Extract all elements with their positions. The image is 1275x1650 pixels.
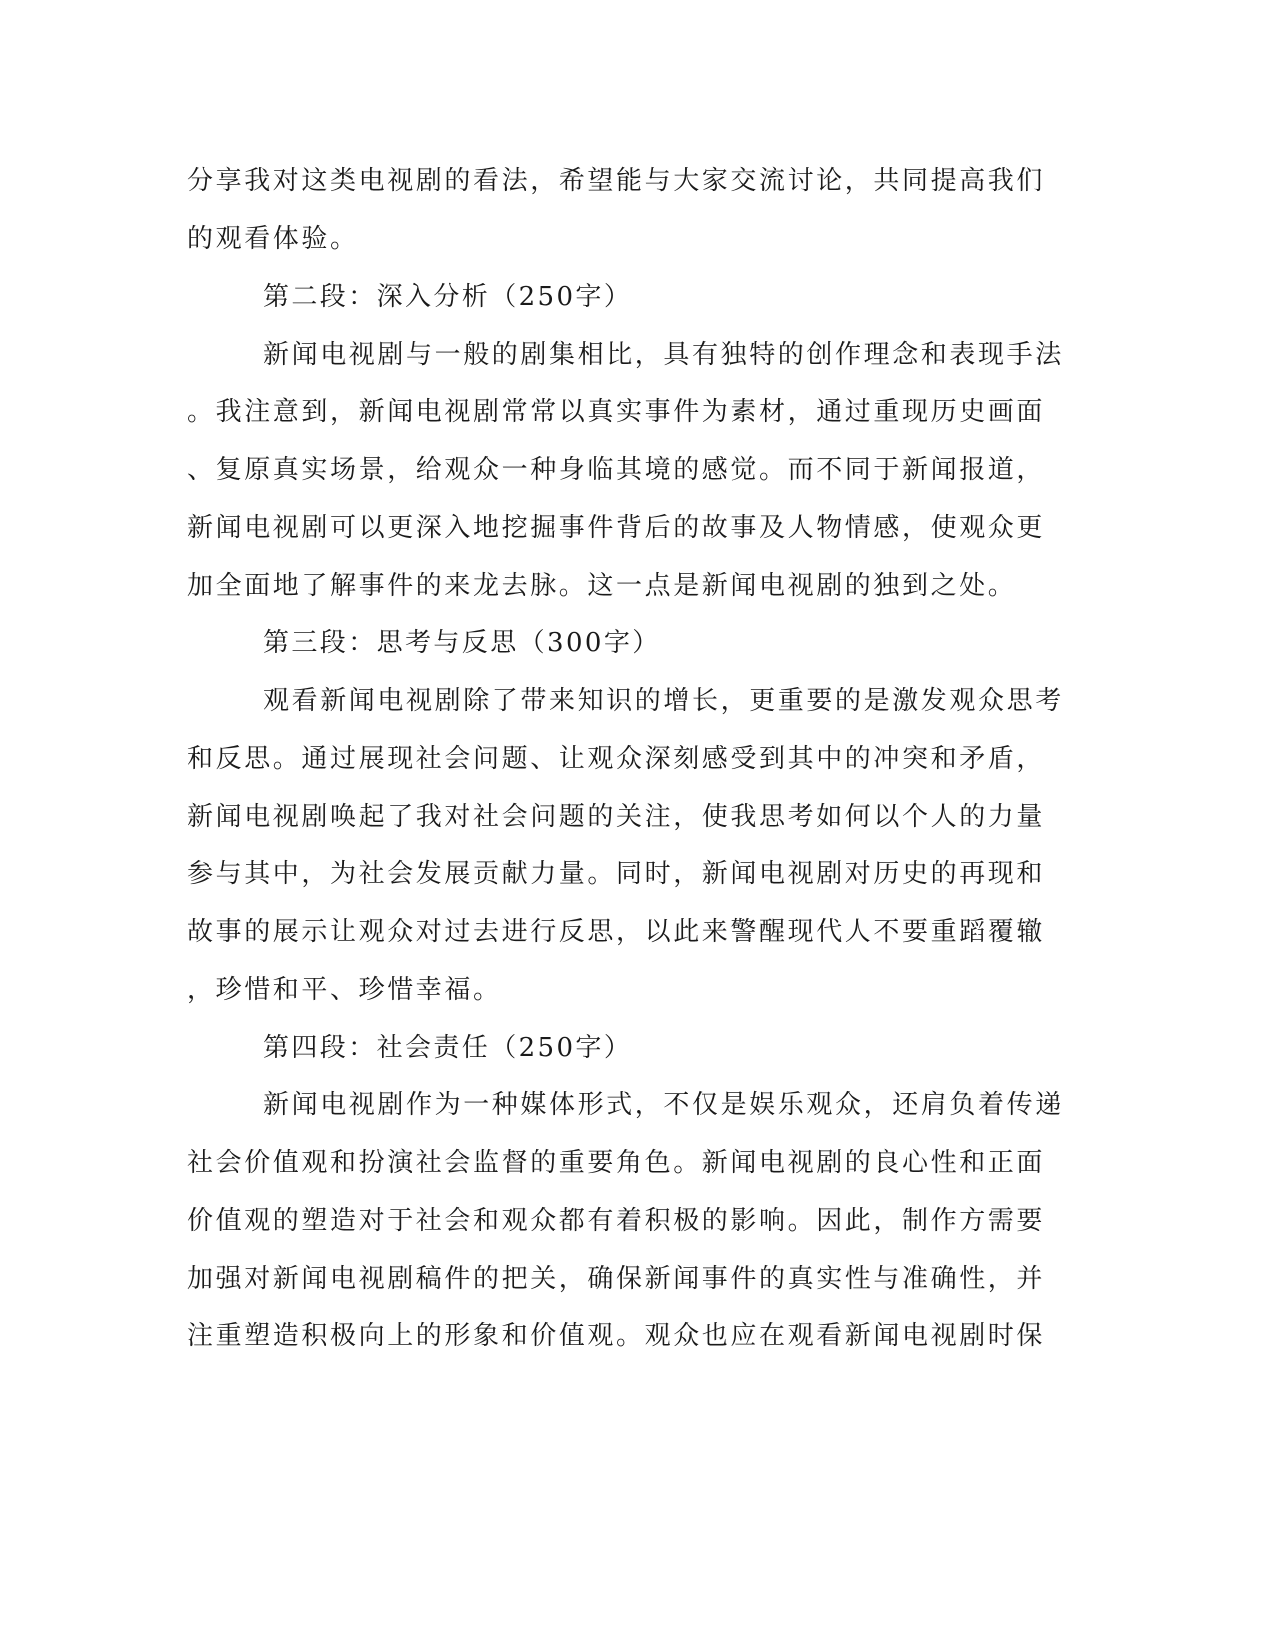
- text-line: 新闻电视剧与一般的剧集相比，具有独特的创作理念和表现手法: [263, 340, 1064, 370]
- section-heading: 第二段：深入分析（250字）: [263, 282, 633, 312]
- text-line: 故事的展示让观众对过去进行反思，以此来警醒现代人不要重蹈覆辙: [187, 917, 1046, 947]
- text-line: ，珍惜和平、珍惜幸福。: [187, 975, 502, 1005]
- text-line: 观看新闻电视剧除了带来知识的增长，更重要的是激发观众思考: [263, 686, 1064, 716]
- text-line: 和反思。通过展现社会问题、让观众深刻感受到其中的冲突和矛盾，: [187, 744, 1046, 774]
- text-line: 新闻电视剧作为一种媒体形式，不仅是娱乐观众，还肩负着传递: [263, 1090, 1064, 1120]
- text-line: 注重塑造积极向上的形象和价值观。观众也应在观看新闻电视剧时保: [187, 1321, 1046, 1351]
- text-line: 社会价值观和扮演社会监督的重要角色。新闻电视剧的良心性和正面: [187, 1148, 1046, 1178]
- text-line: 。我注意到，新闻电视剧常常以真实事件为素材，通过重现历史画面: [187, 397, 1046, 427]
- text-line: 、复原真实场景，给观众一种身临其境的感觉。而不同于新闻报道，: [187, 455, 1046, 485]
- text-line: 分享我对这类电视剧的看法，希望能与大家交流讨论，共同提高我们: [187, 166, 1046, 196]
- text-line: 新闻电视剧唤起了我对社会问题的关注，使我思考如何以个人的力量: [187, 802, 1046, 832]
- text-line: 加全面地了解事件的来龙去脉。这一点是新闻电视剧的独到之处。: [187, 571, 1017, 601]
- text-line: 新闻电视剧可以更深入地挖掘事件背后的故事及人物情感，使观众更: [187, 513, 1046, 543]
- section-heading: 第三段：思考与反思（300字）: [263, 628, 661, 658]
- text-line: 参与其中，为社会发展贡献力量。同时，新闻电视剧对历史的再现和: [187, 859, 1046, 889]
- section-heading: 第四段：社会责任（250字）: [263, 1033, 633, 1063]
- text-line: 价值观的塑造对于社会和观众都有着积极的影响。因此，制作方需要: [187, 1206, 1046, 1236]
- text-line: 加强对新闻电视剧稿件的把关，确保新闻事件的真实性与准确性，并: [187, 1264, 1046, 1294]
- text-line: 的观看体验。: [187, 224, 359, 254]
